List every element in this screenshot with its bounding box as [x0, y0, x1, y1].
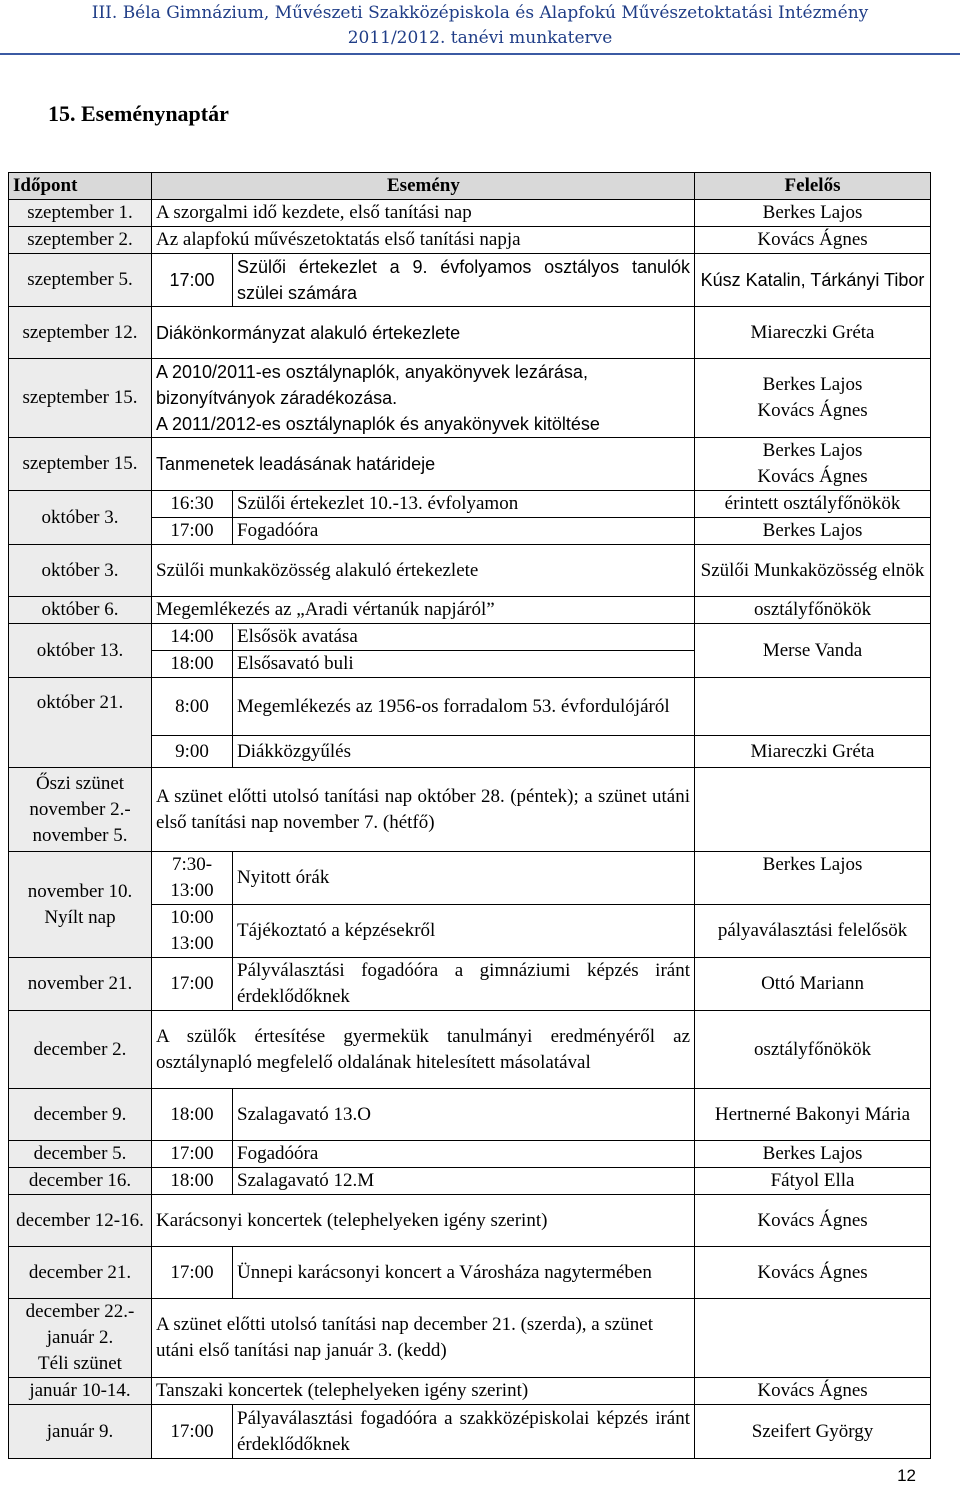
- table-row: [9, 1378, 931, 1405]
- event-text: Elsősavató buli: [233, 651, 695, 678]
- event-responsible: [695, 438, 931, 491]
- event-time: 8:00: [152, 678, 233, 736]
- event-responsible: Merse Vanda: [695, 624, 931, 678]
- event-responsible: [695, 678, 931, 736]
- event-responsible: érintett osztályfőnökök: [695, 491, 931, 518]
- event-text: A szorgalmi idő kezdete, első tanítási nap: [152, 200, 695, 227]
- event-date: december 9.: [9, 1089, 152, 1141]
- event-date: január 9.: [9, 1405, 152, 1459]
- table-row: [9, 254, 931, 307]
- table-row: [9, 1247, 931, 1299]
- event-text: Nyitott órák: [233, 852, 695, 905]
- table-row: [9, 359, 931, 438]
- event-text: Pályaválasztási fogadóóra a szakközépiskolai képzés iránt érdeklődőknek: [233, 1405, 695, 1459]
- event-text: Szalagavató 12.M: [233, 1168, 695, 1195]
- event-date: november 21.: [9, 958, 152, 1011]
- event-text: Diákönkormányzat alakuló értekezlete: [152, 307, 695, 359]
- table-row: [9, 307, 931, 359]
- event-responsible: osztályfőnökök: [695, 1011, 931, 1089]
- event-text: A szülők értesítése gyermekük tanulmányi eredményéről az osztálynapló megfelelő oldalának hitelesített másolatával: [152, 1011, 695, 1089]
- table-row: [9, 438, 931, 491]
- table-header-row: [9, 173, 931, 200]
- event-time: 17:00: [152, 1141, 233, 1168]
- event-text: A szünet előtti utolsó tanítási nap december 21. (szerda), a szünet utáni első tanítási nap január 3. (kedd): [152, 1299, 695, 1378]
- event-responsible: Berkes Lajos: [695, 1141, 931, 1168]
- event-text: Megemlékezés az 1956-os forradalom 53. évfordulójáról: [233, 678, 695, 736]
- event-responsible: Kovács Ágnes: [695, 1247, 931, 1299]
- event-time: 17:00: [152, 254, 233, 307]
- event-responsible: Szülői Munkaközösség elnök: [695, 545, 931, 597]
- table-row: [9, 200, 931, 227]
- table-row: [9, 1141, 931, 1168]
- time-line: 7:30-: [171, 854, 213, 875]
- event-responsible: Berkes Lajos: [695, 200, 931, 227]
- event-responsible: Hertnerné Bakonyi Mária: [695, 1089, 931, 1141]
- event-date: szeptember 12.: [9, 307, 152, 359]
- event-text: Tájékoztató a képzésekről: [233, 905, 695, 958]
- event-responsible: Szeifert György: [695, 1405, 931, 1459]
- table-row: [9, 1011, 931, 1089]
- event-date: szeptember 5.: [9, 254, 152, 307]
- event-text: Karácsonyi koncertek (telephelyeken igény szerint): [152, 1195, 695, 1247]
- event-time: 17:00: [152, 958, 233, 1011]
- event-text: Megemlékezés az „Aradi vértanúk napjáról”: [152, 597, 695, 624]
- event-time: 18:00: [152, 1168, 233, 1195]
- event-text-line: A 2011/2012-es osztálynaplók és anyakönyvek kitöltése: [156, 414, 600, 434]
- header-year: 2011/2012. tanévi munkaterve: [347, 28, 613, 48]
- event-time: [152, 852, 233, 905]
- event-date: október 13.: [9, 624, 152, 678]
- responsible-name: Berkes Lajos: [762, 374, 863, 395]
- responsible-name: Berkes Lajos: [762, 440, 863, 461]
- event-date: december 12-16.: [9, 1195, 152, 1247]
- event-date: december 2.: [9, 1011, 152, 1089]
- event-date: december 5.: [9, 1141, 152, 1168]
- event-text: Fogadóóra: [233, 518, 695, 545]
- event-date: december 21.: [9, 1247, 152, 1299]
- responsible-name: Kovács Ágnes: [757, 400, 868, 421]
- date-line: Nyílt nap: [44, 906, 116, 928]
- section-title: 15. Eseménynaptár: [48, 101, 229, 126]
- event-text: Szülői munkaközösség alakuló értekezlete: [152, 545, 695, 597]
- date-line: Téli szünet: [38, 1353, 122, 1374]
- event-text: Szülői értekezlet a 9. évfolyamos osztályos tanulók szülei számára: [233, 254, 695, 307]
- event-text: Szalagavató 13.O: [233, 1089, 695, 1141]
- event-time: 18:00: [152, 1089, 233, 1141]
- event-date: [9, 852, 152, 958]
- event-time: 17:00: [152, 1405, 233, 1459]
- table-row: [9, 958, 931, 1011]
- table-row: [9, 678, 931, 736]
- event-text-line: A 2010/2011-es osztálynaplók, anyakönyvek lezárása, bizonyítványok záradékozása.: [156, 362, 588, 408]
- table-row: [9, 545, 931, 597]
- event-responsible: Kovács Ágnes: [695, 1195, 931, 1247]
- event-responsible: osztályfőnökök: [695, 597, 931, 624]
- event-date: szeptember 15.: [9, 359, 152, 438]
- event-time: 17:00: [152, 518, 233, 545]
- event-responsible: Kúsz Katalin, Tárkányi Tibor: [695, 254, 931, 307]
- header-responsible: Felelős: [695, 173, 931, 200]
- event-date: [9, 1299, 152, 1378]
- responsible-name: Kovács Ágnes: [757, 466, 868, 487]
- table-row: [9, 768, 931, 852]
- event-responsible: Berkes Lajos: [695, 518, 931, 545]
- event-date: október 21.: [9, 678, 152, 768]
- event-date: szeptember 15.: [9, 438, 152, 491]
- time-line: 10:00: [170, 907, 214, 928]
- event-responsible: [695, 768, 931, 852]
- time-line: 13:00: [170, 880, 214, 901]
- table-row: [9, 1089, 931, 1141]
- table-row: [9, 1299, 931, 1378]
- header-date: Időpont: [9, 173, 152, 200]
- event-responsible: [695, 359, 931, 438]
- event-date: október 3.: [9, 545, 152, 597]
- event-date: október 3.: [9, 491, 152, 545]
- table-row: [9, 1195, 931, 1247]
- date-line: november 10.: [27, 880, 133, 902]
- table-row: [9, 491, 931, 518]
- date-line: december 22.- január 2.: [25, 1301, 135, 1348]
- event-responsible: Ottó Mariann: [695, 958, 931, 1011]
- table-row: [9, 597, 931, 624]
- event-text: Diákközgyűlés: [233, 736, 695, 768]
- header-institution: III. Béla Gimnázium, Művészeti Szakközépiskola és Alapfokú Művészetoktatási Intézmény: [91, 3, 869, 23]
- event-date: Őszi szünet november 2.- november 5.: [9, 768, 152, 852]
- event-date: október 6.: [9, 597, 152, 624]
- event-responsible: Kovács Ágnes: [695, 227, 931, 254]
- event-time: 18:00: [152, 651, 233, 678]
- event-responsible: Fátyol Ella: [695, 1168, 931, 1195]
- event-time: 14:00: [152, 624, 233, 651]
- header-event: Esemény: [152, 173, 695, 200]
- event-date: január 10-14.: [9, 1378, 152, 1405]
- event-responsible: Miareczki Gréta: [695, 736, 931, 768]
- event-text: Az alapfokú művészetoktatás első tanítási napja: [152, 227, 695, 254]
- event-text: Ünnepi karácsonyi koncert a Városháza nagytermében: [233, 1247, 695, 1299]
- event-text: Szülői értekezlet 10.-13. évfolyamon: [233, 491, 695, 518]
- event-text: [152, 359, 695, 438]
- event-text: A szünet előtti utolsó tanítási nap október 28. (péntek); a szünet utáni első tanítási nap november 7. (hétfő): [152, 768, 695, 852]
- table-row: [9, 1168, 931, 1195]
- event-text: Pályválasztási fogadóóra a gimnáziumi képzés iránt érdeklődőknek: [233, 958, 695, 1011]
- event-responsible: Berkes Lajos: [695, 852, 931, 905]
- table-row: [9, 1405, 931, 1459]
- event-responsible: Miareczki Gréta: [695, 307, 931, 359]
- event-text: Elsősök avatása: [233, 624, 695, 651]
- event-responsible: Kovács Ágnes: [695, 1378, 931, 1405]
- event-responsible: pályaválasztási felelősök: [695, 905, 931, 958]
- event-responsible: [695, 1299, 931, 1378]
- event-date: szeptember 1.: [9, 200, 152, 227]
- time-line: 13:00: [170, 933, 214, 954]
- table-row: [9, 624, 931, 651]
- event-calendar-table: [8, 172, 931, 1459]
- event-time: 16:30: [152, 491, 233, 518]
- table-row: [9, 852, 931, 905]
- table-row: [9, 227, 931, 254]
- event-date: december 16.: [9, 1168, 152, 1195]
- event-time: 9:00: [152, 736, 233, 768]
- page-number: 12: [897, 1466, 916, 1485]
- event-text: Tanmenetek leadásának határideje: [152, 438, 695, 491]
- event-time: 17:00: [152, 1247, 233, 1299]
- event-date: szeptember 2.: [9, 227, 152, 254]
- header-rule: [0, 53, 960, 55]
- event-time: [152, 905, 233, 958]
- event-text: Tanszaki koncertek (telephelyeken igény szerint): [152, 1378, 695, 1405]
- event-text: Fogadóóra: [233, 1141, 695, 1168]
